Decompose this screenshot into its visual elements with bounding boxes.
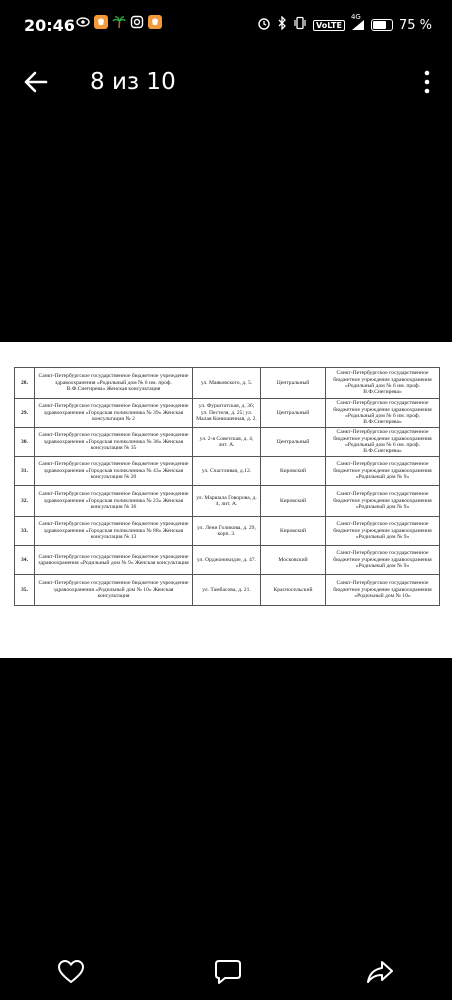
institution-cell: Санкт-Петербургское государственное бюджетное учреждение здравоохранения «Родильный дом № 9» Женская консультация <box>35 546 193 575</box>
share-button[interactable] <box>365 958 395 986</box>
institution-cell: Санкт-Петербургское государственное бюджетное учреждение здравоохранения «Городская поликлиника № 88» Женская консультация № 13 <box>35 517 193 546</box>
row-number: 33. <box>15 517 35 546</box>
instagram-icon <box>130 15 144 29</box>
maternity-cell: Санкт-Петербургское государственное бюджетное учреждение здравоохранения «Родильный дом № 6 им. проф. В.Ф.Снегирева» <box>326 368 440 399</box>
maternity-cell: Санкт-Петербургское государственное бюджетное учреждение здравоохранения «Родильный дом № 9» <box>326 517 440 546</box>
app-notification-icon <box>94 15 108 29</box>
institution-cell: Санкт-Петербургское государственное бюджетное учреждение здравоохранения «Городская поликлиника № 23» Женская консультация № 36 <box>35 486 193 517</box>
table-row <box>15 399 440 428</box>
palm-tree-icon <box>112 15 126 29</box>
bottom-action-bar <box>0 950 452 994</box>
institution-cell: Санкт-Петербургское государственное бюджетное учреждение здравоохранения «Городская поликлиника № 39» Женская консультация № 2 <box>35 399 193 428</box>
address-cell: ул. Тамбасова, д. 21. <box>193 575 261 606</box>
institution-cell: Санкт-Петербургское государственное бюджетное учреждение здравоохранения «Родильный дом № 10» Женская консультация <box>35 575 193 606</box>
table-row <box>15 546 440 575</box>
address-cell: ул. Орджоникидзе, д. 47. <box>193 546 261 575</box>
maternity-cell: Санкт-Петербургское государственное бюджетное учреждение здравоохранения «Родильный дом № 9» <box>326 546 440 575</box>
row-number: 30. <box>15 428 35 457</box>
maternity-cell: Санкт-Петербургское государственное бюджетное учреждение здравоохранения «Родильный дом № 9» <box>326 457 440 486</box>
alarm-icon <box>257 16 271 34</box>
district-cell: Московский <box>261 546 326 575</box>
notification-icons <box>76 15 162 29</box>
table-row <box>15 517 440 546</box>
district-cell: Центральный <box>261 368 326 399</box>
battery-icon <box>371 19 393 31</box>
address-cell: ул. Маршала Говорова, д. 4, лит. А. <box>193 486 261 517</box>
row-number: 35. <box>15 575 35 606</box>
institution-cell: Санкт-Петербургское государственное бюджетное учреждение здравоохранения «Городская поликлиника № 38» Женская консультация № 35 <box>35 428 193 457</box>
row-number: 31. <box>15 457 35 486</box>
comment-icon <box>213 958 243 986</box>
table-row <box>15 428 440 457</box>
district-cell: Центральный <box>261 399 326 428</box>
clinics-table <box>14 367 440 606</box>
address-cell: ул. Фурштатская, д. 36; ул. Пестеля, д. 25; ул. Малая Конюшенная, д. 2. <box>193 399 261 428</box>
table-row <box>15 457 440 486</box>
vibrate-icon <box>293 16 307 34</box>
row-number: 29. <box>15 399 35 428</box>
document-image[interactable] <box>0 342 452 658</box>
signal-icon <box>350 13 365 31</box>
share-icon <box>365 958 395 986</box>
more-vertical-icon <box>412 64 442 100</box>
address-cell: ул. 2-я Советская, д. 4, лит. А. <box>193 428 261 457</box>
arrow-left-icon <box>18 64 54 100</box>
row-number: 28. <box>15 368 35 399</box>
battery-percent: 75 % <box>398 17 432 33</box>
maternity-cell: Санкт-Петербургское государственное бюджетное учреждение здравоохранения «Родильный дом № 6 им. проф. В.Ф.Снегирева» <box>326 399 440 428</box>
system-status-icons <box>257 13 432 34</box>
app-notification-icon-2 <box>148 15 162 29</box>
row-number: 34. <box>15 546 35 575</box>
institution-cell: Санкт-Петербургское государственное бюджетное учреждение здравоохранения «Городская поликлиника № 43» Женская консультация № 20 <box>35 457 193 486</box>
status-time: 20:46 <box>24 16 75 35</box>
institution-cell: Санкт-Петербургское государственное бюджетное учреждение здравоохранения «Родильный дом № 6 им. проф. В.Ф.Снегирева» Женская консультация <box>35 368 193 399</box>
more-options-button[interactable] <box>412 64 442 100</box>
district-cell: Центральный <box>261 428 326 457</box>
table-row <box>15 575 440 606</box>
district-cell: Красносельский <box>261 575 326 606</box>
volte-badge: VoLTE <box>313 20 345 31</box>
district-cell: Кировский <box>261 517 326 546</box>
district-cell: Кировский <box>261 457 326 486</box>
like-button[interactable] <box>56 958 86 986</box>
page-counter-title: 8 из 10 <box>90 69 176 95</box>
back-button[interactable] <box>18 64 54 100</box>
maternity-cell: Санкт-Петербургское государственное бюджетное учреждение здравоохранения «Родильный дом № 9» <box>326 486 440 517</box>
address-cell: ул. Лени Голикова, д. 29, корп. 3. <box>193 517 261 546</box>
row-number: 32. <box>15 486 35 517</box>
address-cell: ул. Маяковского, д. 5. <box>193 368 261 399</box>
status-bar <box>0 0 452 52</box>
table-row <box>15 368 440 399</box>
table-body <box>15 368 440 606</box>
district-cell: Кировский <box>261 486 326 517</box>
bluetooth-icon <box>277 16 287 34</box>
heart-icon <box>56 958 86 986</box>
table-row <box>15 486 440 517</box>
comment-button[interactable] <box>213 958 243 986</box>
eye-icon <box>76 15 90 29</box>
address-cell: ул. Счастливая, д.12. <box>193 457 261 486</box>
viewer-header <box>0 52 452 110</box>
network-type: 4G <box>350 13 361 21</box>
maternity-cell: Санкт-Петербургское государственное бюджетное учреждение здравоохранения «Родильный дом № 10» <box>326 575 440 606</box>
maternity-cell: Санкт-Петербургское государственное бюджетное учреждение здравоохранения «Родильный дом № 6 им. проф. В.Ф.Снегирева» <box>326 428 440 457</box>
